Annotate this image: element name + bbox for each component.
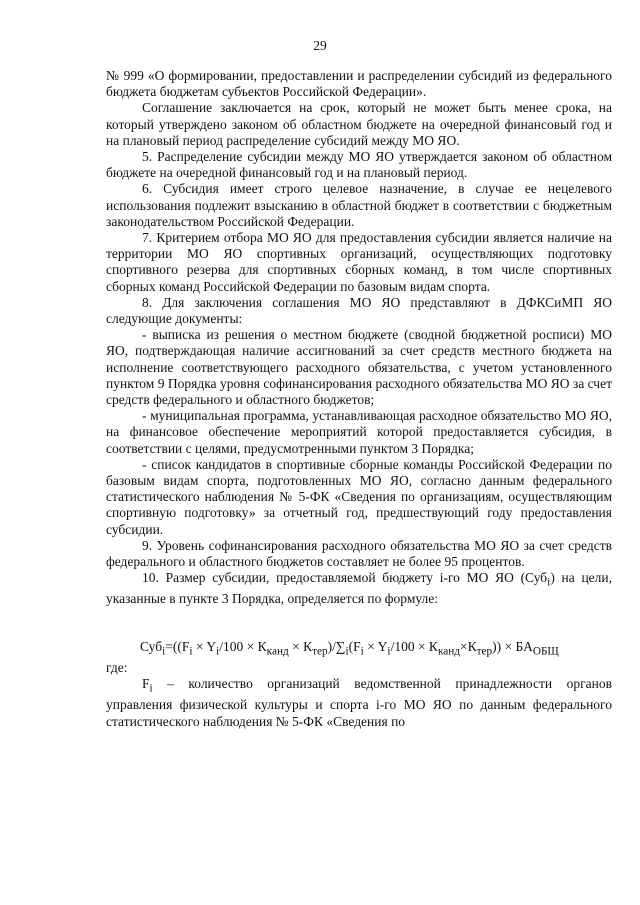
list-item-candidates-list: - список кандидатов в спортивные сборные команды Российской Федерации по базовым видам спорта, подготовленных МО ЯО, согласно данным федерального статистического наблюдения № 5-ФК «Сведения по организациям, осуществляющим спортивную подготовку» за отчетный год, предшествующий году предоставления субсидии. xyxy=(106,456,612,537)
paragraph-5: 5. Распределение субсидии между МО ЯО утверждается законом об областном бюджете на очередной финансовый год и на плановый период. xyxy=(106,149,612,181)
definition-fi: $F_i$ – количество организаций ведомственной принадлежности органов управления физической культуры и спорта i-го МО ЯО по данным федерального статистического наблюдения № 5-ФК «Сведения по xyxy=(106,676,612,729)
paragraph-7: 7. Критерием отбора МО ЯО для предоставления субсидии является наличие на территории МО ЯО спортивных организаций, осуществляющих подготовку спортивного резерва для спортивных сборных команд, в том числе спортивных сборных команд Российской Федерации по базовым видам спорта. xyxy=(106,230,612,294)
document-body xyxy=(106,68,612,730)
paragraph-continuation: № 999 «О формировании, предоставлении и распределении субсидий из федерального бюджета бюджетам субъектов Российской Федерации». xyxy=(106,68,612,100)
paragraph-10: 10. Размер субсидии, предоставляемой бюджету i-го МО ЯО (Суб$_i$) на цели, указанные в пункте 3 Порядка, определяется по формуле: xyxy=(106,570,613,607)
subsidy-formula: $Суб_i=((F_i \times Y_i/100 \times К_{канд} \times К_{тер})/\sum_i(F_i \times Y_i/100 \times К_{канд}\times К_{тер})) \times БА_{ОБЩ}$ xyxy=(140,639,559,659)
where-label: где: xyxy=(106,660,128,676)
page-number: 29 xyxy=(313,38,327,53)
paragraph-agreement-term: Соглашение заключается на срок, который не может быть менее срока, на который утверждено законом об областном бюджете на очередной финансовый год и на плановый период распределение субсидий между МО ЯО. xyxy=(106,100,612,148)
list-item-budget-extract: - выписка из решения о местном бюджете (сводной бюджетной росписи) МО ЯО, подтверждающая наличие ассигнований за счет средств местного бюджета на исполнение соответствующего расходного обязательства, с учетом установленного пунктом 9 Порядка уровня софинансирования расходного обязательства МО ЯО за счет средств федерального и областного бюджетов; xyxy=(106,327,612,408)
paragraph-9: 9. Уровень софинансирования расходного обязательства МО ЯО за счет средств федерального и областного бюджетов составляет не более 95 процентов. xyxy=(106,537,612,570)
paragraph-8: 8. Для заключения соглашения МО ЯО представляют в ДФКСиМП ЯО следующие документы: xyxy=(106,294,612,327)
list-item-municipal-program: - муниципальная программа, устанавливающая расходное обязательство МО ЯО, на финансовое обеспечение мероприятий которой предоставляется субсидия, в соответствии с целями, предусмотренными пунктом 3 Порядка; xyxy=(106,408,612,456)
paragraph-6: 6. Субсидия имеет строго целевое назначение, в случае ее нецелевого использования подлежит взысканию в областной бюджет в соответствии с бюджетным законодательством Российской Федерации. xyxy=(106,181,612,229)
